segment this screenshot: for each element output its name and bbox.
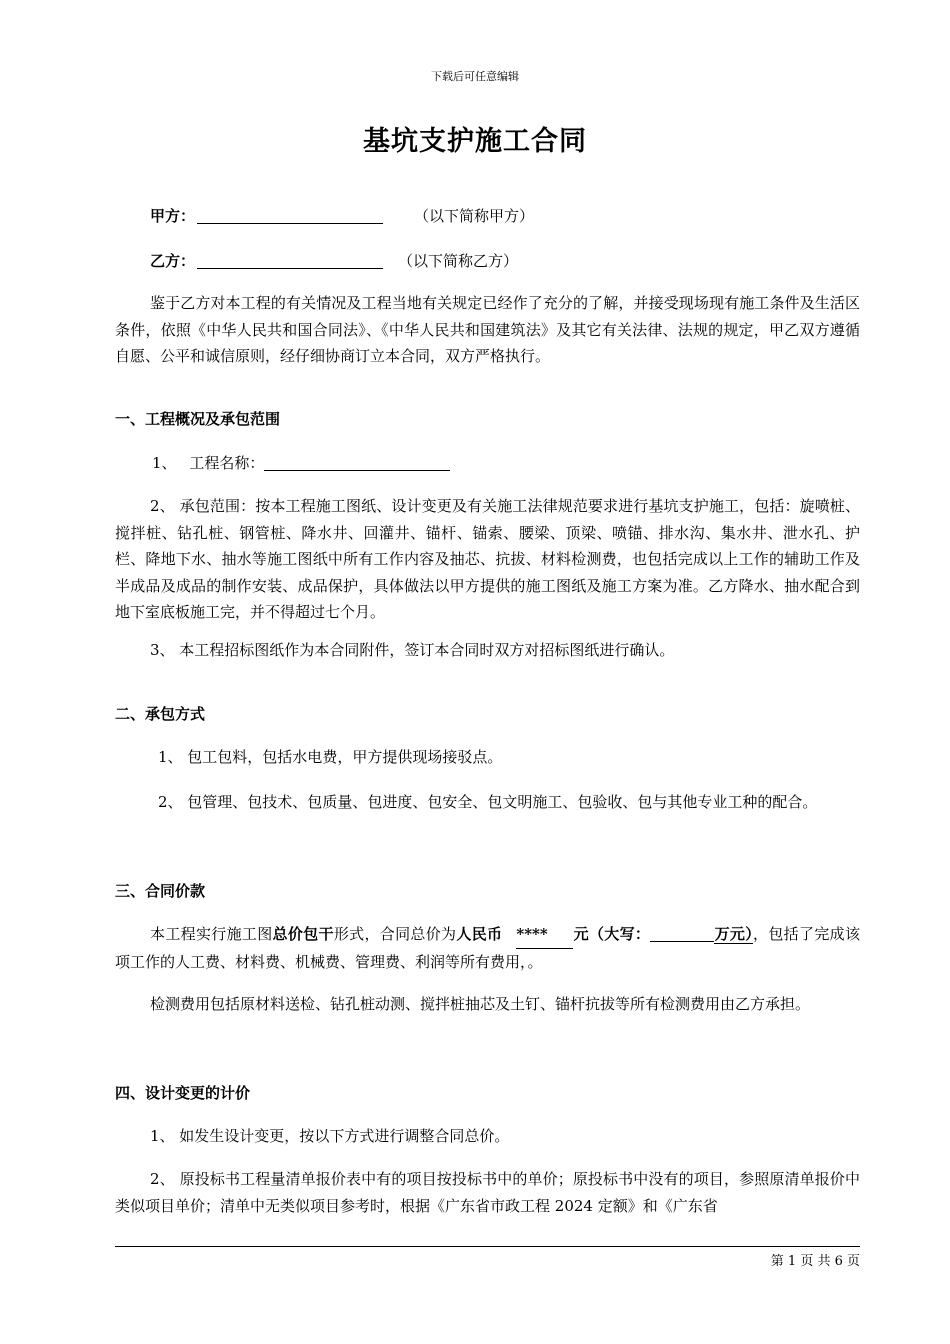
s3-p1-amount: **** xyxy=(516,921,573,949)
party-a-note: （以下简称甲方） xyxy=(414,207,535,225)
s3-p1-text-a: 本工程实行施工图 xyxy=(150,925,273,943)
s3-p1-amount-words-blank xyxy=(650,925,714,942)
party-b-blank xyxy=(197,252,383,269)
page-number: 第 1 页 共 6 页 xyxy=(770,1254,860,1269)
party-a-blank xyxy=(197,207,383,224)
s4-item2: 2、 原投标书工程量清单报价表中有的项目按投标书中的单价；原投标书中没有的项目，参照原清单报价中类似项目单价；清单中无类似项目参考时，根据《广东省市政工程 2024 定额》和《广东省 xyxy=(115,1170,860,1215)
party-a-line xyxy=(150,205,383,226)
s1-item1-label: 工程名称： xyxy=(189,454,265,472)
s1-item1 xyxy=(152,452,450,473)
s2-item1: 1、 包工包料，包括水电费，甲方提供现场接驳点。 xyxy=(158,748,503,766)
document-title: 基坑支护施工合同 xyxy=(363,126,587,157)
section-4-heading: 四、设计变更的计价 xyxy=(115,1084,251,1102)
s3-p1-text-e: 元（大写： xyxy=(573,925,651,943)
s3-paragraph-2: 检测费用包括原材料送检、钻孔桩动测、搅拌桩抽芯及土钉、锚杆抗拔等所有检测费用由乙方承担。 xyxy=(150,995,811,1013)
page-header: 下载后可任意编辑 xyxy=(431,70,519,83)
party-b-note: （以下简称乙方） xyxy=(398,252,519,270)
project-name-blank xyxy=(264,454,450,471)
s3-p1-currency: 人民币 xyxy=(456,925,503,943)
s3-p1-text-f: 万元） xyxy=(714,925,754,943)
s4-item1: 1、 如发生设计变更，按以下方式进行调整合同总价。 xyxy=(150,1127,510,1145)
s3-p1-text-g: ，包括了完成该项工作的人工费、材料费、机械费、管理费、利润等所有费用，。 xyxy=(115,925,860,971)
section-2-heading: 二、承包方式 xyxy=(115,705,206,723)
s3-paragraph-1 xyxy=(115,921,860,975)
section-1-heading: 一、工程概况及承包范围 xyxy=(115,410,281,428)
intro-paragraph: 鉴于乙方对本工程的有关情况及工程当地有关规定已经作了充分的了解，并接受现场现有施工条件及生活区条件，依照《中华人民共和国合同法》、《中华人民共和国建筑法》及其它有关法律、法规的规定，甲乙双方遵循自愿、公平和诚信原则，经仔细协商订立本合同，双方严格执行。 xyxy=(115,294,860,365)
s3-p1-text-c: 形式，合同总价为 xyxy=(333,925,457,943)
s1-item2: 2、 承包范围：按本工程施工图纸、设计变更及有关施工法律规范要求进行基坑支护施工，包括：旋喷桩、搅拌桩、钻孔桩、钢管桩、降水井、回灌井、锚杆、锚索、腰梁、顶梁、喷锚、排水沟、集水井、泄水孔、护栏、降地下水、抽水等施工图纸中所有工作内容及抽芯、抗拔、材料检测费，也包括完成以上工作的辅助工作及半成品及成品的制作安装、成品保护，具体做法以甲方提供的施工图纸及施工方案为准。乙方降水、抽水配合到地下室底板施工完，并不得超过七个月。 xyxy=(115,497,860,621)
s1-item3: 3、 本工程招标图纸作为本合同附件，签订本合同时双方对招标图纸进行确认。 xyxy=(150,641,675,659)
footer-divider xyxy=(115,1246,860,1247)
party-b-label: 乙方： xyxy=(150,252,196,270)
party-b-line xyxy=(150,250,383,271)
s2-item2: 2、 包管理、包技术、包质量、包进度、包安全、包文明施工、包验收、包与其他专业工种的配合。 xyxy=(158,793,818,811)
s1-item1-num: 1、 xyxy=(152,454,177,472)
party-a-label: 甲方： xyxy=(150,207,196,225)
s3-p1-lump-sum: 总价包干 xyxy=(272,925,334,943)
section-3-heading: 三、合同价款 xyxy=(115,882,206,900)
